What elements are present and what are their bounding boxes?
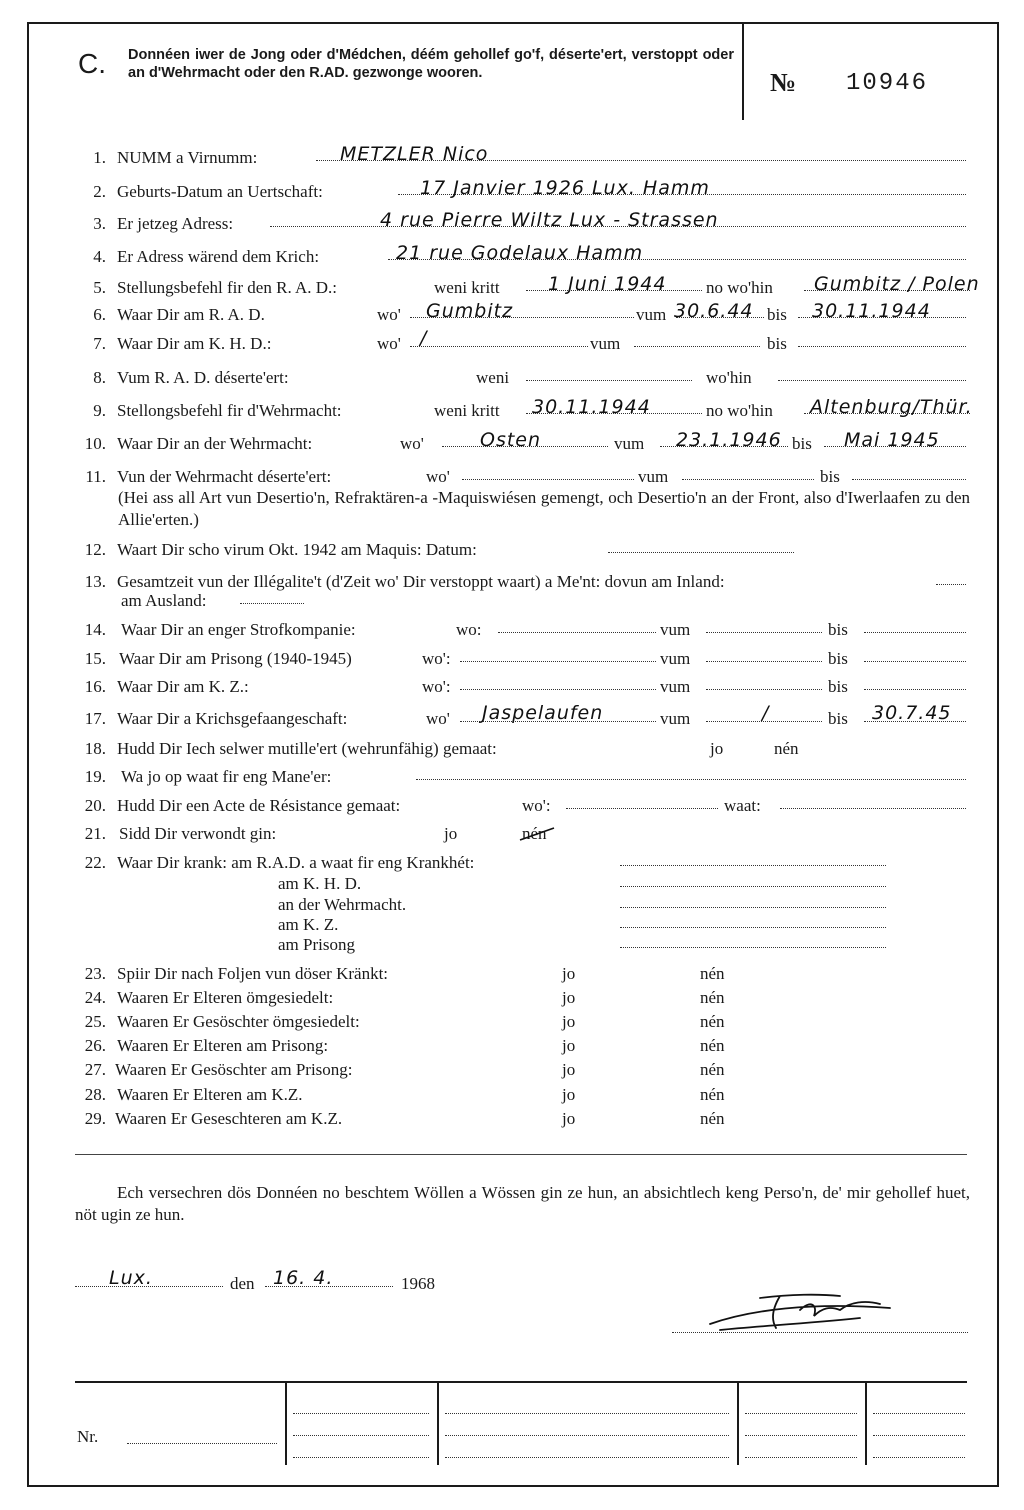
nr-label: Nr. [77, 1427, 99, 1446]
item-24 [70, 986, 970, 1010]
item-26 [70, 1034, 970, 1058]
wo-label: wo' [377, 305, 401, 324]
desertion-note: (Hei ass all Art vun Desertio'n, Refraktären-a -Maquiswiésen gemengt, och Desertio'n an der Front, also d'Iwerlaafen zu den Allie'erten.) [118, 488, 970, 529]
answer-line [460, 675, 656, 690]
grid-line [873, 1443, 965, 1458]
sub-label: am K. Z. [278, 915, 339, 934]
item-number: 20. [84, 796, 106, 815]
item-label: Waaren Er Elteren ömgesiedelt: [117, 988, 334, 1007]
item-label: Waaren Er Gesöschter am Prisong: [115, 1060, 353, 1079]
item-9 [70, 396, 980, 423]
wohin-label: no wo'hin [706, 401, 773, 420]
item-label: Hudd Dir een Acte de Résistance gemaat: [117, 796, 401, 815]
item-number: 27. [84, 1060, 106, 1079]
item-label: Er jetzeg Adress: [117, 214, 234, 233]
wo-label: wo: [456, 620, 482, 639]
item-number: 13. [84, 572, 106, 591]
item-number: 14. [84, 620, 106, 639]
grid-line [445, 1399, 729, 1414]
rad-to: 30.11.1944 [812, 300, 931, 322]
weni-kritt-label: weni kritt [434, 278, 500, 297]
answer-line [852, 465, 966, 480]
item-number: 18. [84, 739, 106, 758]
bis-label: bis [767, 334, 787, 353]
header-divider [742, 24, 744, 120]
answer-line [780, 794, 966, 809]
answer-line [682, 465, 814, 480]
item-12 [70, 538, 970, 562]
answer-line [798, 332, 966, 347]
item-label: Waaren Er Geseschteren am K.Z. [115, 1109, 343, 1128]
item-1 [70, 143, 970, 170]
item-17 [70, 702, 970, 731]
item-3 [70, 209, 970, 236]
grid-line [293, 1443, 429, 1458]
wehrmacht-to: Mai 1945 [844, 429, 940, 451]
item-number: 26. [84, 1036, 106, 1055]
bis-label: bis [792, 434, 812, 453]
sub-label: an der Wehrmacht. [278, 895, 407, 914]
grid-divider [737, 1383, 739, 1465]
grid-line [745, 1421, 857, 1436]
date-value: 16. 4. [273, 1267, 334, 1289]
item-11 [70, 465, 970, 489]
answer-line [620, 893, 886, 908]
item-label: Vum R. A. D. déserte'ert: [117, 368, 289, 387]
answer-line [778, 366, 966, 381]
grid-line [445, 1443, 729, 1458]
vum-label: vum [660, 649, 691, 668]
grid-line [873, 1399, 965, 1414]
number-symbol: № [770, 68, 797, 97]
item-label: Hudd Dir Iech selwer mutille'ert (wehrunfähig) gemaat: [117, 739, 497, 758]
answer-line [620, 913, 886, 928]
item-label: Waar Dir am R. A. D. [117, 305, 265, 324]
place-date-line [75, 1267, 475, 1296]
item-label: Waaren Er Gesöschter ömgesiedelt: [117, 1012, 360, 1031]
item-number: 15. [84, 649, 106, 668]
wehrmacht-order-place: Altenburg/Thür. [810, 396, 973, 418]
item-22-prisong [70, 933, 970, 957]
item-label: NUMM a Virnumm: [117, 148, 258, 167]
item-number: 16. [84, 677, 106, 696]
item-number: 29. [84, 1109, 106, 1128]
vum-label: vum [660, 709, 691, 728]
item-5 [70, 273, 980, 300]
answer-nen: nén [774, 739, 799, 758]
answer-line [936, 570, 966, 585]
name-value: METZLER Nico [340, 143, 489, 165]
rad-order-date: 1 Juni 1944 [548, 273, 667, 295]
item-number: 17. [84, 709, 106, 728]
footer-grid [75, 1381, 967, 1465]
item-label: Wa jo op waat fir eng Mane'er: [121, 767, 332, 786]
wo-label: wo': [522, 796, 551, 815]
vum-label: vum [638, 467, 669, 486]
answer-line [566, 794, 718, 809]
answer-nen: nén [700, 964, 725, 983]
year-value: 1968 [401, 1274, 435, 1293]
grid-line [873, 1421, 965, 1436]
weni-label: weni [476, 368, 510, 387]
item-label: Vun der Wehrmacht déserte'ert: [117, 467, 332, 486]
item-25 [70, 1010, 970, 1034]
bis-label: bis [828, 620, 848, 639]
answer-line [498, 618, 656, 633]
item-label: Waar Dir am K. H. D.: [117, 334, 272, 353]
item-label: Waar Dir krank: am R.A.D. a waat fir eng Krankhét: [117, 853, 475, 872]
sub-label: am K. H. D. [278, 874, 362, 893]
waat-label: waat: [724, 796, 761, 815]
item-number: 25. [84, 1012, 106, 1031]
item-number: 28. [84, 1085, 106, 1104]
answer-line [608, 538, 794, 553]
answer-line [864, 618, 966, 633]
item-number: 3. [93, 214, 106, 233]
item-10 [70, 429, 970, 456]
answer-line [620, 933, 886, 948]
answer-line [620, 851, 886, 866]
pow-place: Jaspelaufen [482, 702, 604, 724]
answer-line [526, 366, 692, 381]
item-label: Sidd Dir verwondt gin: [119, 824, 277, 843]
vum-label: vum [660, 677, 691, 696]
answer-jo: jo [562, 1012, 576, 1031]
item-2 [70, 177, 970, 204]
answer-line [416, 765, 966, 780]
item-label: Stellongsbefehl fir d'Wehrmacht: [117, 401, 342, 420]
bis-label: bis [828, 709, 848, 728]
vum-label: vum [614, 434, 645, 453]
item-label: Gesamtzeit vun der Illégalite't (d'Zeit wo' Dir verstoppt waart) a Me'nt: dovun am Inland: [117, 572, 725, 591]
item-4 [70, 242, 970, 269]
item-label: Geburts-Datum an Uertschaft: [117, 182, 323, 201]
item-number: 10. [84, 434, 106, 453]
item-number: 12. [84, 540, 106, 559]
weni-kritt-label: weni kritt [434, 401, 500, 420]
item-label: Waaren Er Elteren am K.Z. [117, 1085, 303, 1104]
answer-jo: jo [710, 739, 724, 758]
answer-line [634, 332, 760, 347]
item-label: am Ausland: [121, 591, 207, 610]
rad-from: 30.6.44 [674, 300, 754, 322]
nr-line [127, 1429, 277, 1444]
section-letter: C. [78, 48, 106, 79]
answer-nen: nén [700, 1060, 725, 1079]
item-28 [70, 1083, 970, 1107]
wo-label: wo' [400, 434, 424, 453]
answer-line [620, 872, 886, 887]
bis-label: bis [828, 649, 848, 668]
item-number: 19. [84, 767, 106, 786]
answer-nen: nén [700, 1036, 725, 1055]
bis-label: bis [820, 467, 840, 486]
item-16 [70, 675, 970, 699]
birth-value: 17 Janvier 1926 Lux. Hamm [420, 177, 710, 199]
item-label: Waar Dir an der Wehrmacht: [117, 434, 313, 453]
item-21 [70, 822, 970, 846]
answer-line [706, 675, 822, 690]
vum-label: vum [660, 620, 691, 639]
pow-from: / [762, 702, 770, 724]
wo-label: wo' [426, 467, 450, 486]
item-label: Waar Dir a Krichsgefaangeschaft: [117, 709, 348, 728]
wo-label: wo' [377, 334, 401, 353]
grid-divider [437, 1383, 439, 1465]
wohin-label: no wo'hin [706, 278, 773, 297]
answer-jo: jo [444, 824, 458, 843]
section-separator [75, 1154, 967, 1155]
grid-line [293, 1421, 429, 1436]
answer-line [706, 647, 822, 662]
answer-line [864, 675, 966, 690]
item-number: 7. [93, 334, 106, 353]
bis-label: bis [828, 677, 848, 696]
wohin-label: wo'hin [706, 368, 752, 387]
item-number: 23. [84, 964, 106, 983]
item-19 [70, 765, 970, 789]
item-number: 11. [85, 467, 106, 486]
form-number: 10946 [846, 70, 929, 97]
grid-line [745, 1399, 857, 1414]
bis-label: bis [767, 305, 787, 324]
form-title: Donnéen iwer de Jong oder d'Médchen, déém gehollef go'f, déserte'ert, verstoppt oder an d'Wehrmacht oder den R.AD. gezwonge wooren. [128, 47, 734, 81]
item-18 [70, 737, 970, 761]
item-6 [70, 300, 970, 327]
wo-label: wo': [422, 677, 451, 696]
grid-line [293, 1399, 429, 1414]
item-number: 6. [93, 305, 106, 324]
grid-divider [865, 1383, 867, 1465]
item-29 [70, 1107, 970, 1131]
item-label: Waar Dir am Prisong (1940-1945) [119, 649, 352, 668]
item-number: 8. [93, 368, 106, 387]
item-number: 4. [93, 247, 106, 266]
rad-order-place: Gumbitz / Polen [814, 273, 980, 295]
answer-jo: jo [562, 1036, 576, 1055]
wo-label: wo' [426, 709, 450, 728]
item-number: 21. [84, 824, 106, 843]
item-27 [70, 1058, 970, 1082]
wo-label: wo': [422, 649, 451, 668]
answer-line [462, 465, 634, 480]
item-label: Waar Dir an enger Strofkompanie: [121, 620, 356, 639]
item-15 [70, 647, 970, 671]
answer-line [864, 647, 966, 662]
wehrmacht-order-date: 30.11.1944 [532, 396, 651, 418]
pow-to: 30.7.45 [872, 702, 952, 724]
answer-jo: jo [562, 1085, 576, 1104]
answer-nen: nén [700, 1085, 725, 1104]
item-label: Waar Dir am K. Z.: [117, 677, 249, 696]
item-8 [70, 366, 970, 390]
vum-label: vum [636, 305, 667, 324]
grid-line [445, 1421, 729, 1436]
item-20 [70, 794, 970, 818]
answer-nen: nén [700, 1012, 725, 1031]
answer-nen: nén [700, 988, 725, 1007]
strike-mark [518, 824, 558, 844]
wehrmacht-from: 23.1.1946 [676, 429, 782, 451]
item-number: 1. [93, 148, 106, 167]
answer-jo: jo [562, 1060, 576, 1079]
answer-nen: nén [522, 824, 547, 843]
answer-line [410, 332, 588, 347]
answer-jo: jo [562, 1109, 576, 1128]
den-label: den [230, 1274, 255, 1293]
item-label: Er Adress wärend dem Krich: [117, 247, 320, 266]
answer-nen: nén [700, 1109, 725, 1128]
address-value: 4 rue Pierre Wiltz Lux - Strassen [380, 209, 719, 231]
khd-place: / [420, 327, 428, 349]
signature [690, 1280, 910, 1340]
grid-line [745, 1443, 857, 1458]
vum-label: vum [590, 334, 621, 353]
item-13-abroad [70, 589, 370, 613]
item-14 [70, 618, 970, 642]
item-number: 22. [84, 853, 106, 872]
item-label: Spiir Dir nach Foljen vun döser Kränkt: [117, 964, 389, 983]
item-number: 2. [93, 182, 106, 201]
war-address-value: 21 rue Godelaux Hamm [396, 242, 644, 264]
answer-line [706, 618, 822, 633]
rad-place: Gumbitz [426, 300, 514, 322]
item-label: Stellungsbefehl fir den R. A. D.: [117, 278, 338, 297]
item-7 [70, 327, 970, 356]
answer-jo: jo [562, 964, 576, 983]
answer-line [240, 589, 304, 604]
answer-jo: jo [562, 988, 576, 1007]
wehrmacht-place: Osten [480, 429, 542, 451]
item-number: 9. [93, 401, 106, 420]
declaration-text: Ech versechren dös Donnéen no beschtem Wöllen a Wössen gin ze hun, an absichtlech keng Perso'n, de' mir gehollef huet, nöt ugin ze hun. [75, 1183, 970, 1224]
item-number: 5. [93, 278, 106, 297]
item-23 [70, 962, 970, 986]
grid-divider [285, 1383, 287, 1465]
place-value: Lux. [109, 1267, 153, 1289]
answer-line [460, 647, 656, 662]
item-label: Waaren Er Elteren am Prisong: [117, 1036, 329, 1055]
item-label: Waart Dir scho virum Okt. 1942 am Maquis: Datum: [117, 540, 477, 559]
item-number: 24. [84, 988, 106, 1007]
sub-label: am Prisong [278, 935, 355, 954]
